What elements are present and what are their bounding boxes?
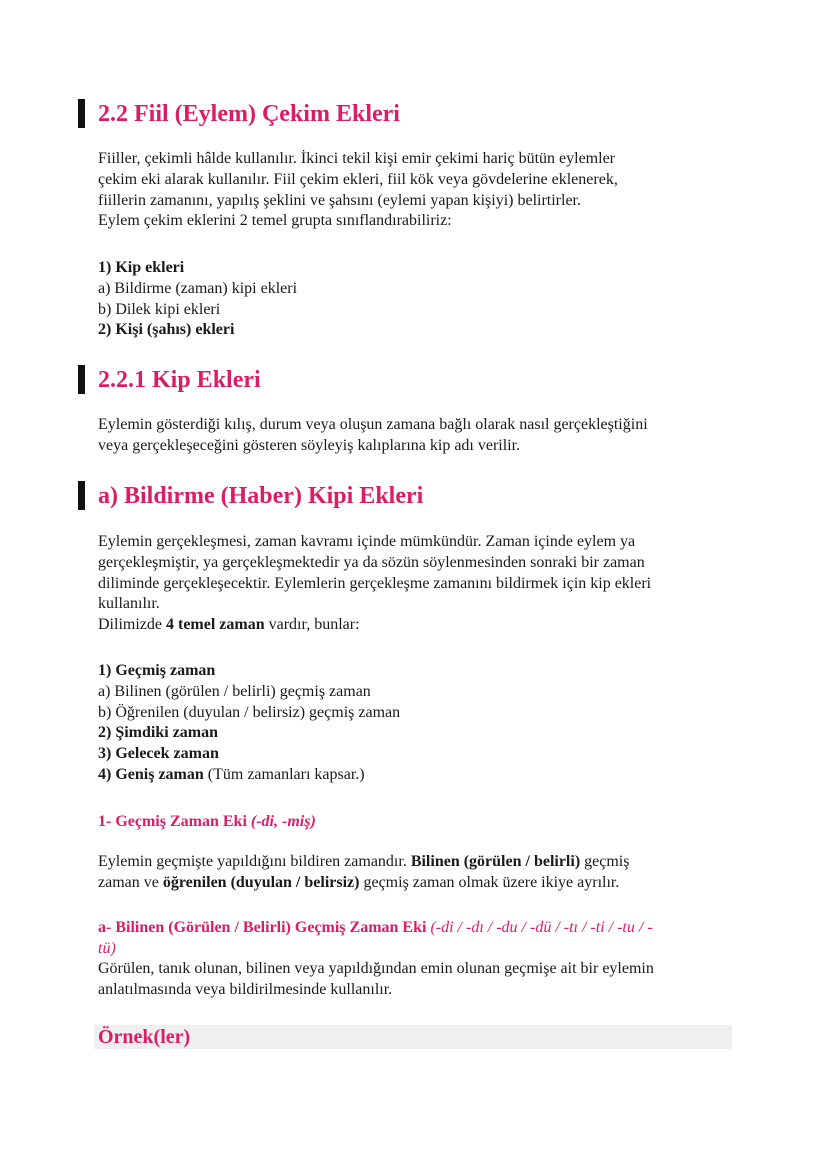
text-line: zaman ve öğrenilen (duyulan / belirsiz) geçmiş zaman olmak üzere ikiye ayrılır.: [98, 873, 620, 891]
list-item: 1) Kip ekleri: [98, 259, 185, 276]
list-item: 1) Geçmiş zaman: [98, 662, 216, 679]
tenses-list: [98, 661, 738, 786]
text-line: Eylemin gösterdiği kılış, durum veya oluşun zamana bağlı olarak nasıl gerçekleştiğini: [98, 416, 648, 433]
examples-header: [94, 1025, 732, 1049]
heading-marker-bar: [78, 99, 85, 128]
known-past-paragraph: [98, 959, 738, 1001]
list-item: 2) Şimdiki zaman: [98, 724, 219, 742]
heading-marker-bar: [78, 365, 85, 394]
text-line: Fiiller, çekimli hâlde kullanılır. İkinci tekil kişi emir çekimi hariç bütün eylemler: [98, 150, 615, 167]
list-item: 3) Gelecek zaman: [98, 745, 219, 763]
text-line: gerçekleşmiştir, ya gerçekleşmektedir ya da sözün söylenmesinden sonraki bir zaman: [98, 553, 645, 571]
heading-text: 2.2 Fiil (Eylem) Çekim Ekleri: [98, 101, 400, 127]
text-line: kullanılır.: [98, 595, 160, 613]
list-item: b) Dilek kipi ekleri: [98, 300, 221, 318]
heading-text: 2.2.1 Kip Ekleri: [98, 367, 261, 393]
text-line: çekim eki alarak kullanılır. Fiil çekim ekleri, fiil kök veya gövdelerine eklenerek,: [98, 170, 618, 188]
heading-marker-bar: [78, 481, 85, 510]
text-line: Eylemin gerçekleşmesi, zaman kavramı içinde mümkündür. Zaman içinde eylem ya: [98, 533, 636, 550]
list-item: a) Bildirme (zaman) kipi ekleri: [98, 279, 298, 297]
tense-count-line: Dilimizde 4 temel zaman vardır, bunlar:: [98, 616, 360, 634]
heading-text: a) Bildirme (Haber) Kipi Ekleri: [98, 483, 424, 509]
text-line: Görülen, tanık olunan, bilinen veya yapıldığından emin olunan geçmişe ait bir eylemin: [98, 960, 654, 977]
past-tense-paragraph: [98, 852, 738, 894]
text-line: anlatılmasında veya bildirilmesinde kullanılır.: [98, 980, 393, 998]
examples-label: Örnek(ler): [98, 1026, 191, 1048]
text-line: Eylem çekim eklerini 2 temel grupta sınıflandırabiliriz:: [98, 212, 452, 230]
text-line: Eylemin geçmişte yapıldığını bildiren zamandır. Bilinen (görülen / belirli) geçmiş: [98, 853, 630, 870]
list-item: 4) Geniş zaman (Tüm zamanları kapsar.): [98, 765, 365, 783]
text-line: fiillerin zamanını, yapılış şeklini ve şahsını (eylemi yapan kişiyi) belirtirler.: [98, 191, 581, 209]
list-item: 2) Kişi (şahıs) ekleri: [98, 321, 235, 339]
text-line: diliminde gerçekleşecektir. Eylemlerin gerçekleşme zamanını bildirmek için kip ekleri: [98, 574, 652, 592]
intro-paragraph: [98, 149, 738, 232]
kip-definition-paragraph: [98, 415, 738, 457]
groups-list: [98, 258, 738, 341]
list-item: b) Öğrenilen (duyulan / belirsiz) geçmiş zaman: [98, 703, 401, 721]
known-past-title: a- Bilinen (Görülen / Belirli) Geçmiş Zaman Eki (-di / -dı / -du / -dü / -tı / -ti / -tu / - tü): [98, 919, 653, 957]
past-tense-title: 1- Geçmiş Zaman Eki (-di, -miş): [98, 813, 316, 830]
bildirme-paragraph: [98, 532, 738, 636]
list-item: a) Bilinen (görülen / belirli) geçmiş zaman: [98, 682, 371, 700]
text-line: veya gerçekleşeceğini gösteren söyleyiş kalıplarına kip adı verilir.: [98, 436, 521, 454]
